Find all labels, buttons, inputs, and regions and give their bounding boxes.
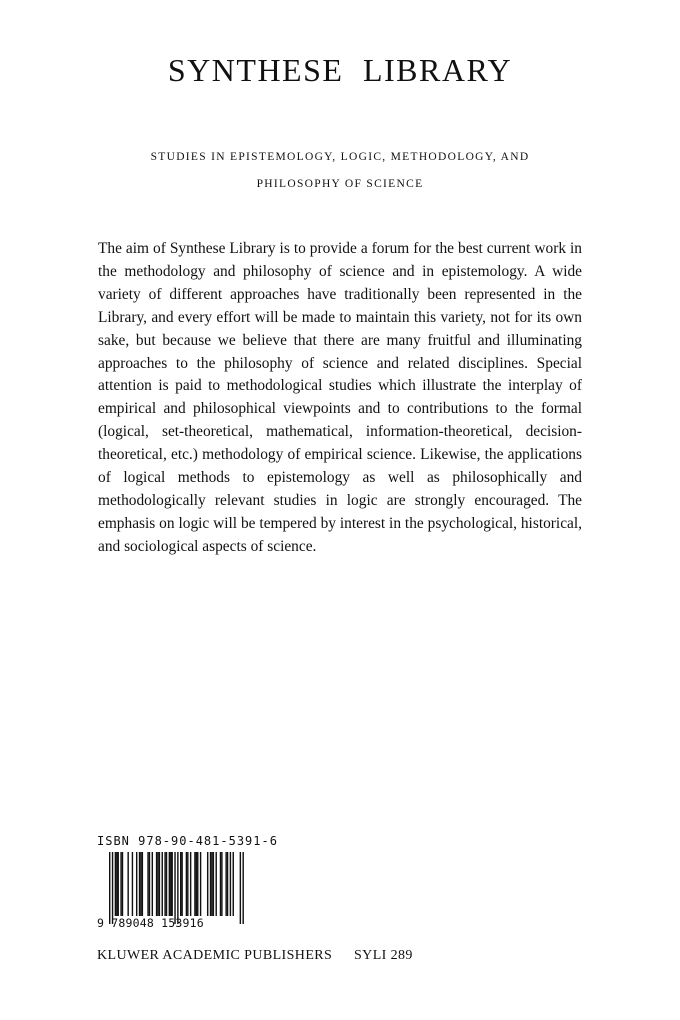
barcode-bar: [127, 852, 128, 916]
barcode-bar: [139, 852, 140, 916]
barcode-bar: [152, 852, 153, 916]
barcode-bar: [194, 852, 195, 916]
barcode-bar: [120, 852, 121, 916]
barcode-bar: [230, 852, 231, 916]
barcode-bar: [149, 852, 150, 916]
series-description: The aim of Synthese Library is to provide a forum for the best current work in the methodology and philosophy of science and in epistemology. A wide variety of different approaches have traditionally been represented in the Library, and every effort will be made to maintain this variety, not for its own sake, but because we believe that there are many fruitful and illuminating approaches to the philosophy of science and related disciplines. Special attention is paid to methodological studies which illustrate the interplay of empirical and philosophical viewpoints and to contributions to the formal (logical, set-theoretical, mathematical, information-theoretical, decision-theoretical, etc.) methodology of empirical science. Likewise, the applications of logical methods to epistemology as well as philosophically and methodologically relevant studies in logic are strongly encouraged. The emphasis on logic will be tempered by interest in the psychological, historical, and sociological aspects of science.: [98, 240, 582, 555]
barcode-bar: [211, 852, 212, 916]
barcode-bar: [187, 852, 188, 916]
barcode-bar: [142, 852, 143, 916]
barcode-bar: [181, 852, 182, 916]
publisher-name: KLUWER ACADEMIC PUBLISHERS: [97, 948, 333, 963]
series-title: SYNTHESE LIBRARY: [167, 52, 513, 88]
barcode-bar: [200, 852, 201, 916]
barcode-bar: [221, 852, 222, 916]
barcode-bar: [118, 852, 119, 916]
series-subtitle-line2: PHILOSOPHY OF SCIENCE: [256, 178, 424, 190]
barcode-bar: [186, 852, 187, 916]
barcode-bar: [136, 852, 137, 916]
barcode-bar: [210, 852, 211, 916]
barcode-bar: [162, 852, 163, 916]
barcode-bar: [147, 852, 148, 916]
barcode-bar: [177, 852, 178, 924]
barcode-bar: [216, 852, 217, 916]
barcode-bar: [157, 852, 158, 916]
series-code: SYLI 289: [354, 948, 413, 963]
barcode-bar: [140, 852, 141, 916]
barcode-bar: [170, 852, 171, 916]
barcode-bar: [240, 852, 241, 924]
barcode-bar: [213, 852, 214, 916]
barcode-bar: [109, 852, 110, 924]
barcode-bar: [159, 852, 160, 916]
barcode-bar: [225, 852, 226, 916]
barcode-bar: [166, 852, 167, 916]
barcode-bar: [112, 852, 113, 924]
barcode-bar: [207, 852, 208, 916]
barcode-bar: [115, 852, 116, 916]
barcode-bar: [156, 852, 157, 916]
barcode-bar: [220, 852, 221, 916]
barcode-number: 9 789048 153916: [97, 916, 204, 930]
isbn-label: ISBN 978-90-481-5391-6: [97, 834, 278, 848]
barcode-bar: [116, 852, 117, 916]
barcode-bar: [233, 852, 234, 916]
barcode-bar: [132, 852, 133, 916]
barcode-bar: [190, 852, 191, 916]
barcode-bar: [242, 852, 243, 924]
barcode-bar: [122, 852, 123, 916]
barcode-bar: [197, 852, 198, 916]
series-subtitle-line1: STUDIES IN EPISTEMOLOGY, LOGIC, METHODOLOGY, AND: [150, 151, 530, 163]
barcode-bar: [227, 852, 228, 916]
barcode-bar: [180, 852, 181, 916]
barcode-bar: [174, 852, 175, 924]
barcode-bar: [196, 852, 197, 916]
barcode-bar: [164, 852, 165, 916]
barcode-bar: [169, 852, 170, 916]
barcode-bar: [171, 852, 172, 916]
